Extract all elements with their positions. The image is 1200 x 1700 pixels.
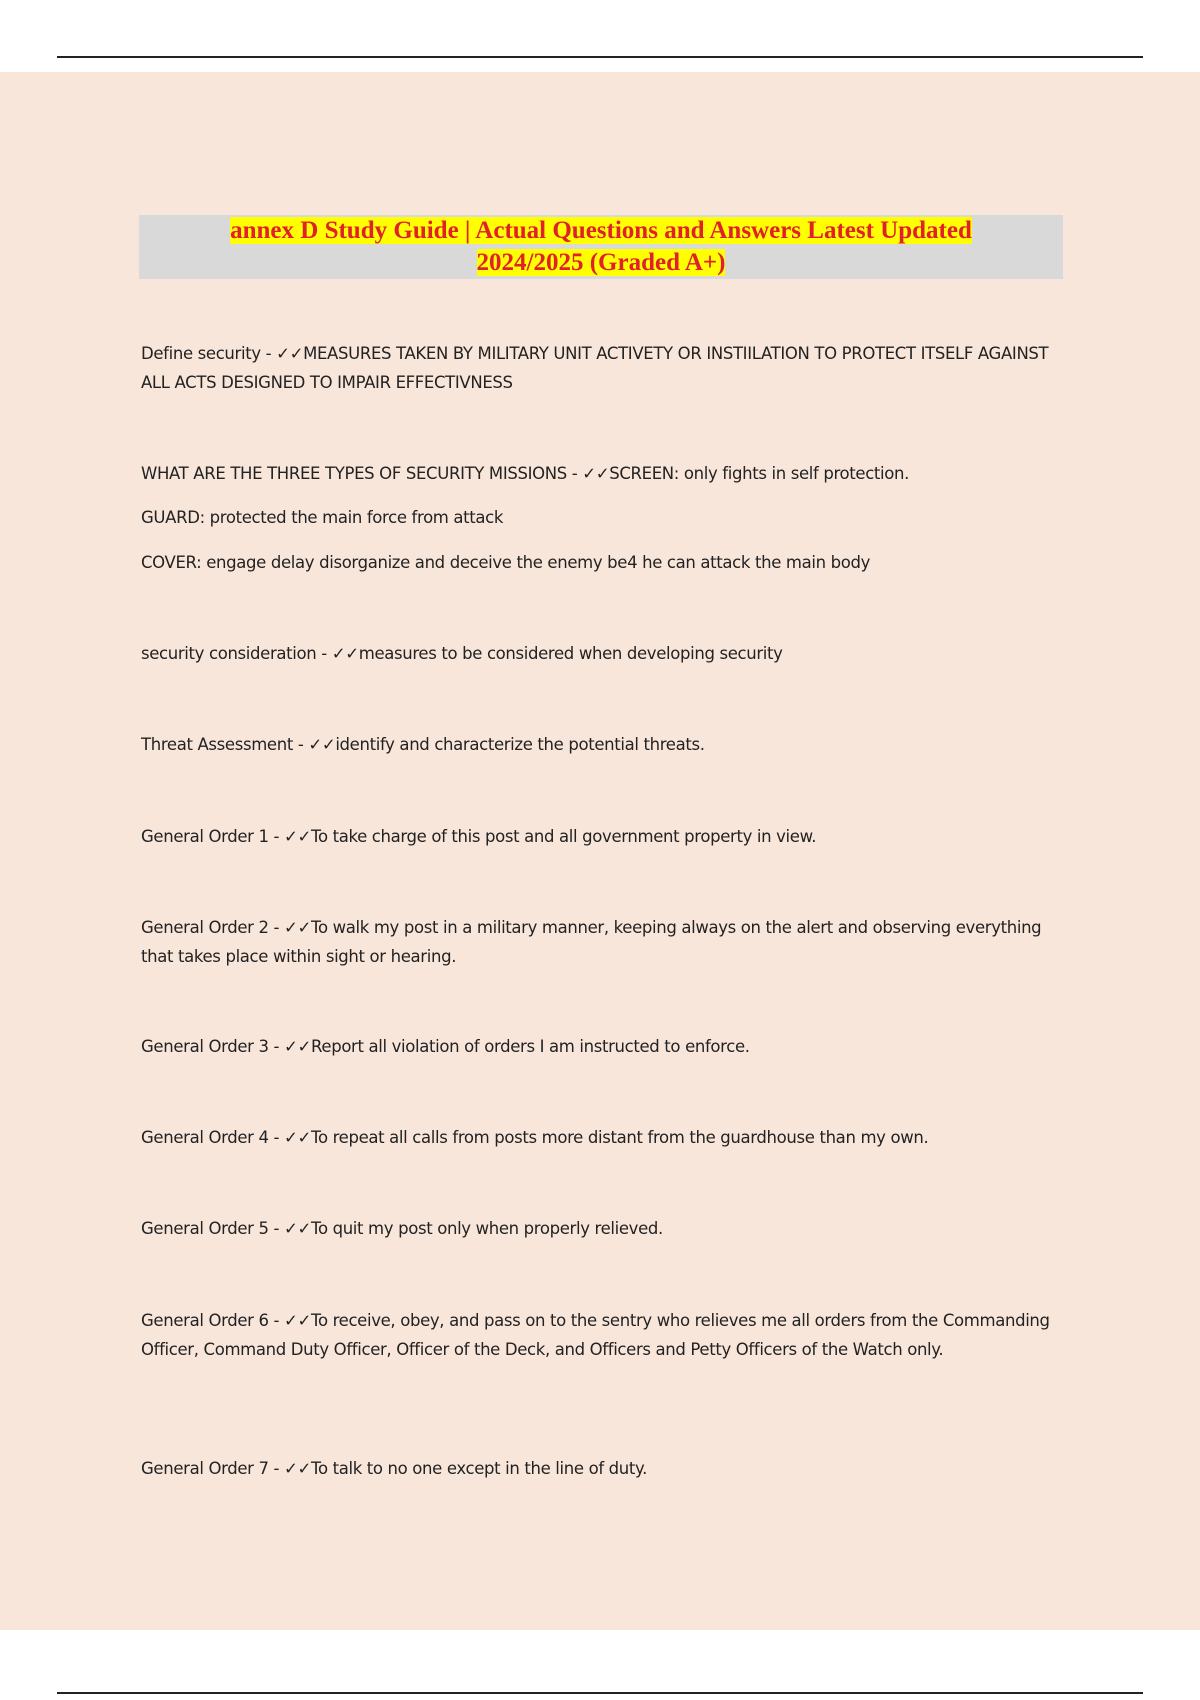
qa-separator: - ✓✓ — [268, 1459, 312, 1478]
qa-continuation — [141, 504, 1061, 533]
qa-entry — [141, 1455, 1061, 1484]
qa-separator: - ✓✓ — [268, 918, 312, 937]
qa-entry — [141, 460, 1061, 489]
qa-term: General Order 7 — [141, 1459, 269, 1478]
qa-separator: - ✓✓ — [268, 827, 312, 846]
qa-separator: - ✓✓ — [292, 735, 336, 754]
qa-text: GUARD: protected the main force from attack — [141, 508, 504, 527]
title-line-2: 2024/2025 (Graded A+) — [476, 249, 726, 276]
qa-answer: To walk my post in a military manner, keeping always on the alert and observing everything that takes place within sight or hearing. — [141, 918, 1042, 966]
qa-term: General Order 6 — [141, 1311, 269, 1330]
qa-entry — [141, 823, 1061, 852]
qa-separator: - ✓✓ — [260, 344, 304, 363]
qa-separator: - ✓✓ — [268, 1311, 312, 1330]
qa-answer: To take charge of this post and all government property in view. — [311, 827, 817, 846]
qa-separator: - ✓✓ — [268, 1128, 312, 1147]
qa-separator: - ✓✓ — [316, 644, 359, 663]
qa-entry — [141, 640, 1061, 669]
qa-separator: - ✓✓ — [566, 464, 610, 483]
qa-term: Define security — [141, 344, 261, 363]
qa-answer: MEASURES TAKEN BY MILITARY UNIT ACTIVETY OR INSTIILATION TO PROTECT ITSELF AGAINST ALL ACTS DESIGNED TO IMPAIR EFFECTIVNESS — [141, 344, 1049, 392]
qa-text: COVER: engage delay disorganize and deceive the enemy be4 he can attack the main body — [141, 553, 871, 572]
top-rule — [57, 56, 1143, 58]
qa-answer: SCREEN: only fights in self protection. — [609, 464, 910, 483]
qa-entry — [141, 1124, 1061, 1153]
qa-term: security consideration — [141, 644, 317, 663]
qa-term: General Order 5 — [141, 1219, 269, 1238]
qa-answer: To repeat all calls from posts more distant from the guardhouse than my own. — [311, 1128, 929, 1147]
bottom-rule — [57, 1692, 1143, 1694]
qa-entry — [141, 914, 1061, 971]
qa-entry — [141, 1307, 1061, 1364]
qa-answer: identify and characterize the potential threats. — [335, 735, 705, 754]
qa-entry — [141, 731, 1061, 760]
qa-answer: measures to be considered when developing security — [358, 644, 783, 663]
qa-term: General Order 4 — [141, 1128, 269, 1147]
qa-answer: To receive, obey, and pass on to the sentry who relieves me all orders from the Commanding Officer, Command Duty Officer, Officer of the Deck, and Officers and Petty Officers of the Watch only. — [141, 1311, 1050, 1359]
qa-answer: To quit my post only when properly relieved. — [311, 1219, 663, 1238]
document-title — [139, 215, 1063, 279]
qa-term: General Order 3 — [141, 1037, 269, 1056]
qa-term: WHAT ARE THE THREE TYPES OF SECURITY MISSIONS — [141, 464, 567, 483]
qa-term: General Order 1 — [141, 827, 269, 846]
qa-answer: Report all violation of orders I am instructed to enforce. — [311, 1037, 750, 1056]
title-line-1: annex D Study Guide | Actual Questions and Answers Latest Updated — [230, 217, 972, 244]
qa-term: General Order 2 — [141, 918, 269, 937]
qa-entry — [141, 340, 1061, 397]
qa-continuation — [141, 549, 1061, 578]
qa-entry — [141, 1215, 1061, 1244]
qa-separator: - ✓✓ — [268, 1219, 312, 1238]
qa-answer: To talk to no one except in the line of duty. — [311, 1459, 647, 1478]
qa-entry — [141, 1033, 1061, 1062]
document-page — [0, 72, 1200, 1630]
qa-term: Threat Assessment — [141, 735, 293, 754]
qa-separator: - ✓✓ — [268, 1037, 312, 1056]
